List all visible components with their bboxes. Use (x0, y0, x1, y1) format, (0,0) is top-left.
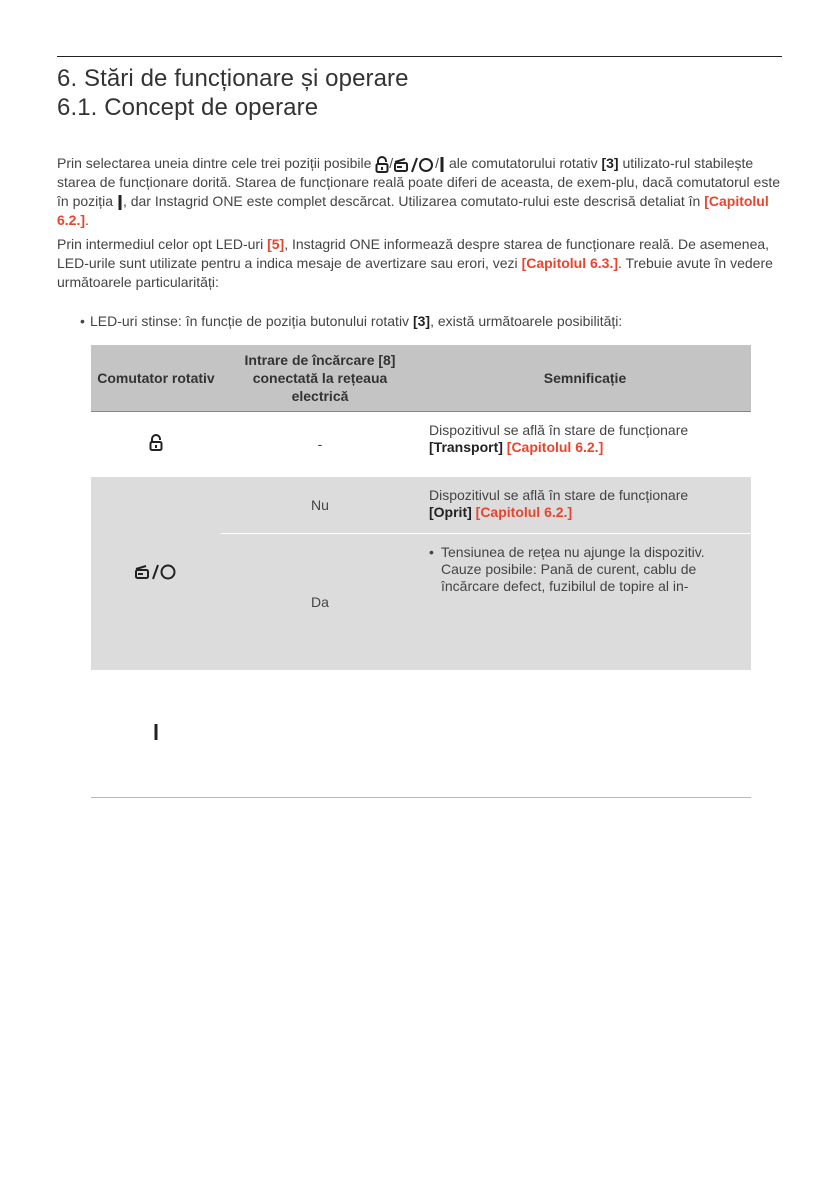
meaning-cell (419, 412, 751, 478)
chapter-link[interactable]: [Capitolul 6.2.] (475, 504, 573, 520)
meaning-text: Dispozitivul se află în stare de funcționare (429, 487, 689, 503)
chapter-link[interactable]: [Capitolul 6.3.] (521, 255, 619, 271)
bullet-dot: • (80, 313, 85, 329)
switch-cell (91, 412, 221, 478)
header-meaning: Semnificație (419, 345, 751, 412)
text-segment: , există următoarele posibilități: (430, 313, 623, 329)
table-row (91, 670, 751, 798)
switch-cell (91, 670, 221, 798)
header-input: Intrare de încărcare [8] conectată la rețeaua electrică (221, 345, 419, 412)
text-segment: , dar Instagrid ONE este complet descărcat. Utilizarea comutato-rului este descrisă detaliat în (122, 193, 705, 209)
state-label: [Oprit] (429, 504, 472, 520)
subsection-title: 6.1. Concept de operare (57, 94, 319, 121)
meaning-cell (419, 534, 751, 671)
sub-bullet (429, 544, 741, 595)
input-cell: - (221, 412, 419, 478)
top-rule (57, 56, 782, 57)
intro-paragraph (57, 154, 782, 230)
text-segment: , Instagrid ONE informează despre starea de funcționare reală. De asemenea, LED-urile sunt utilizate pentru a indica mesaje de avertizare sau erori, vezi (57, 236, 770, 271)
standby-off-icon (134, 563, 178, 581)
meaning-text: Tensiunea de rețea nu ajunge la dispozitiv. Cauze posibile: Pană de curent, cablu de încărcare defect, fuzibilul de topire al in- (441, 544, 705, 594)
input-cell (221, 670, 419, 798)
text-segment: Prin intermediul celor opt LED-uri (57, 236, 268, 252)
ref-switch: [3] (412, 313, 431, 329)
table-row (91, 412, 751, 478)
state-label: [Transport] (429, 439, 503, 455)
input-cell: Da (221, 534, 419, 671)
table-header (91, 345, 751, 412)
input-cell: Nu (221, 477, 419, 534)
bullet-dot: • (429, 544, 434, 560)
meaning-cell (419, 670, 751, 798)
header-switch: Comutator rotativ (91, 345, 221, 412)
chapter-link[interactable]: [Capitolul 6.2.] (57, 193, 769, 228)
text-segment: Prin selectarea uneia dintre cele trei poziții posibile (57, 155, 376, 171)
separator: / (435, 155, 440, 171)
text-segment: . (85, 212, 89, 228)
ref-leds: [5] (267, 236, 285, 252)
separator: / (389, 155, 394, 171)
text-segment: utilizato-rul stabilește starea de funcționare dorită. Starea de funcționare reală poate diferi de aceasta, de exem-plu, dacă comutatorul este în poziția (57, 155, 780, 209)
meaning-text: Dispozitivul se află în stare de funcționare (429, 422, 689, 438)
table-row (91, 477, 751, 534)
status-table (91, 345, 751, 798)
lock-icon (149, 434, 163, 451)
chapter-link[interactable]: [Capitolul 6.2.] (506, 439, 604, 455)
meaning-cell (419, 477, 751, 534)
led-paragraph (57, 235, 782, 292)
standby-off-icon (393, 156, 435, 173)
section-title: 6. Stări de funcționare și operare (57, 65, 409, 92)
text-segment: ale comutatorului rotativ (445, 155, 602, 171)
bullet-item (80, 313, 622, 329)
lock-icon (375, 156, 389, 173)
switch-cell (91, 477, 221, 670)
on-position-icon (153, 723, 159, 741)
ref-switch: [3] (601, 155, 619, 171)
text-segment: LED-uri stinse: în funcție de poziția butonului rotativ (90, 313, 413, 329)
text-segment: . Trebuie avute în vedere următoarele particularități: (57, 255, 773, 290)
